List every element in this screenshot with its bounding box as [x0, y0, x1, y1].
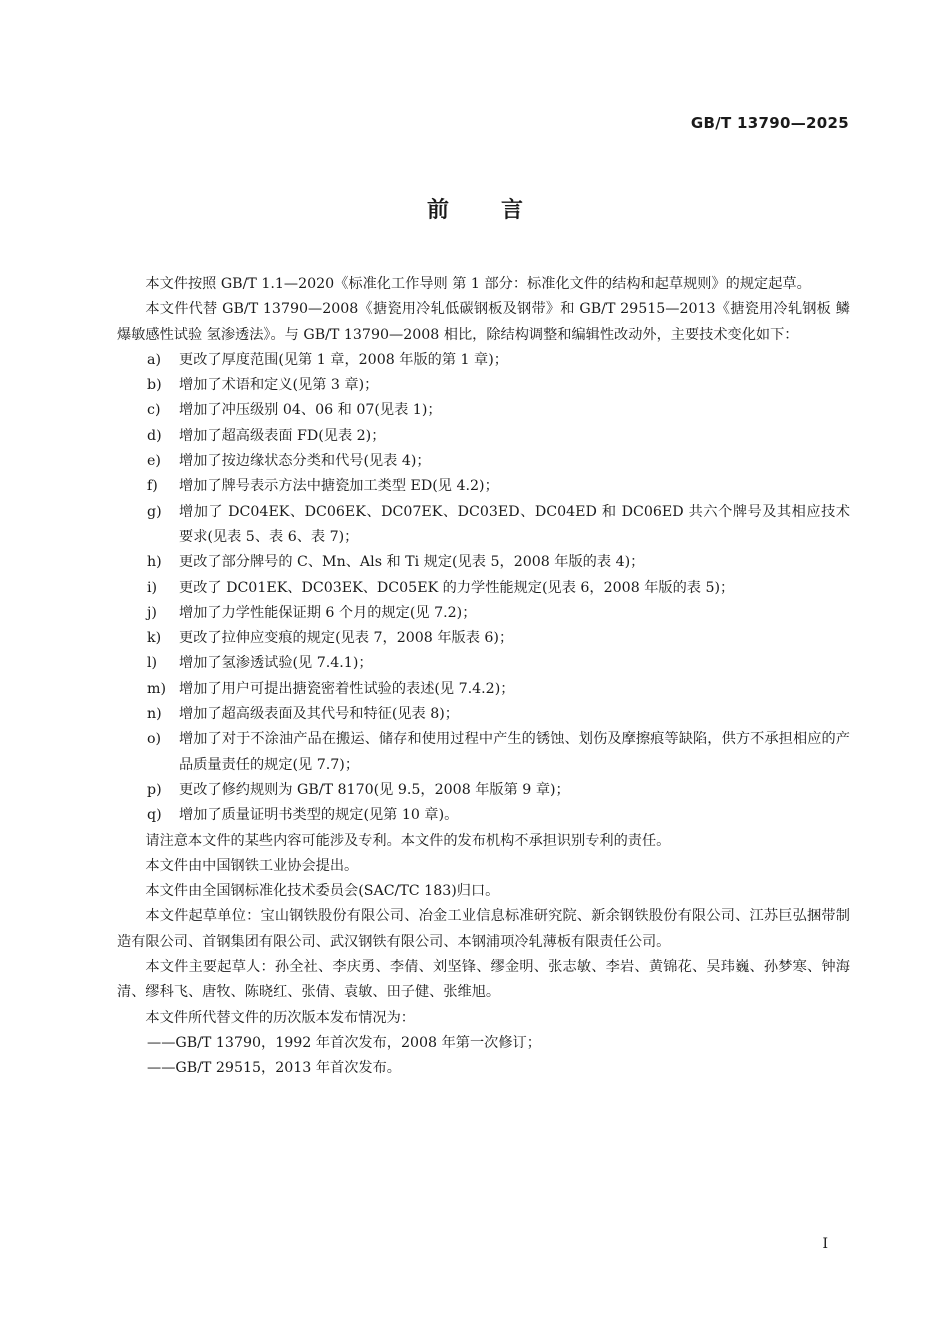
list-item-text: 更改了部分牌号的 C、Mn、Als 和 Ti 规定(见表 5，2008 年版的表 4)； — [179, 554, 645, 571]
list-item-marker: m) — [147, 680, 166, 697]
list-item-marker: g) — [147, 503, 162, 520]
page-title: 前言 — [426, 198, 575, 223]
list-item — [117, 651, 850, 676]
list-item-text: 更改了 DC01EK、DC03EK、DC05EK 的力学性能规定(见表 6，2008 年版的表 5)； — [179, 579, 735, 596]
history-intro-paragraph: 本文件所代替文件的历次版本发布情况为： — [145, 1009, 415, 1026]
list-item — [117, 474, 850, 499]
list-item — [117, 803, 850, 828]
list-item — [117, 576, 850, 601]
list-item-marker: j) — [147, 604, 157, 621]
list-item — [117, 398, 850, 423]
list-item — [117, 626, 850, 651]
list-item-text: 增加了 DC04EK、DC06EK、DC07EK、DC03ED、DC04ED 和 DC06ED 共六个牌号及其相应技术要求(见表 5、表 6、表 7)； — [179, 503, 850, 545]
list-item — [117, 727, 850, 778]
list-item-marker: k) — [147, 630, 162, 647]
list-item-marker: e) — [147, 453, 161, 470]
list-item-marker: d) — [147, 427, 162, 444]
list-item-text: 增加了用户可提出搪瓷密着性试验的表述(见 7.4.2)； — [179, 680, 515, 697]
list-item — [117, 373, 850, 398]
drafting-units-paragraph: 本文件起草单位：宝山钢铁股份有限公司、冶金工业信息标准研究院、新余钢铁股份有限公司、江苏巨弘捆带制造有限公司、首钢集团有限公司、武汉钢铁有限公司、本钢浦项冷轧薄板有限责任公司。 — [117, 908, 850, 950]
list-item-text: 增加了氢渗透试验(见 7.4.1)； — [179, 655, 373, 672]
list-item — [117, 500, 850, 551]
list-item-text: 增加了术语和定义(见第 3 章)； — [179, 377, 379, 394]
list-item-marker: c) — [147, 402, 161, 419]
intro-paragraph-replaces: 本文件代替 GB/T 13790—2008《搪瓷用冷轧低碳钢板及钢带》和 GB/T 29515—2013《搪瓷用冷轧钢板 鳞爆敏感性试验 氢渗透法》。与 GB/T 13790—2008 相比，除结构调整和编辑性改动外，主要技术变化如下： — [117, 301, 850, 343]
list-item-text: 增加了按边缘状态分类和代号(见表 4)； — [179, 453, 431, 470]
list-item-marker: f) — [147, 478, 158, 495]
list-item — [117, 601, 850, 626]
list-item-text: 更改了拉伸应变痕的规定(见表 7，2008 年版表 6)； — [179, 630, 514, 647]
list-item-text: 增加了超高级表面 FD(见表 2)； — [179, 427, 386, 444]
committee-paragraph: 本文件由全国钢标准化技术委员会(SAC/TC 183)归口。 — [145, 883, 500, 900]
list-item — [117, 348, 850, 373]
history-item: ——GB/T 13790，1992 年首次发布，2008 年第一次修订； — [147, 1034, 541, 1051]
list-item — [117, 677, 850, 702]
list-item-text: 更改了修约规则为 GB/T 8170(见 9.5，2008 年版第 9 章)； — [179, 781, 570, 798]
list-item — [117, 424, 850, 449]
list-item-marker: n) — [147, 706, 162, 723]
list-item-text: 增加了质量证明书类型的规定(见第 10 章)。 — [179, 807, 459, 824]
list-item-text: 增加了牌号表示方法中搪瓷加工类型 ED(见 4.2)； — [179, 478, 499, 495]
document-body — [117, 272, 850, 1082]
list-item-text: 增加了力学性能保证期 6 个月的规定(见 7.2)； — [179, 604, 477, 621]
list-item-marker: a) — [147, 351, 161, 368]
list-item — [117, 449, 850, 474]
list-item-text: 增加了冲压级别 04、06 和 07(见表 1)； — [179, 402, 442, 419]
page-number: I — [822, 1236, 828, 1252]
intro-paragraph-drafting: 本文件按照 GB/T 1.1—2020《标准化工作导则 第 1 部分：标准化文件的结构和起草规则》的规定起草。 — [145, 276, 811, 292]
list-item-marker: q) — [147, 807, 162, 824]
proposer-paragraph: 本文件由中国钢铁工业协会提出。 — [145, 857, 359, 874]
drafters-paragraph: 本文件主要起草人：孙全社、李庆勇、李倩、刘坚锋、缪金明、张志敏、李岩、黄锦花、吴玮巍、孙梦寒、钟海清、缪科飞、唐牧、陈晓红、张倩、袁敏、田子健、张维旭。 — [117, 959, 850, 1001]
list-item-marker: p) — [147, 781, 162, 798]
list-item-text: 增加了对于不涂油产品在搬运、储存和使用过程中产生的锈蚀、划伤及摩擦痕等缺陷，供方不承担相应的产品质量责任的规定(见 7.7)； — [179, 731, 850, 773]
list-item-marker: b) — [147, 377, 162, 394]
list-item — [117, 778, 850, 803]
list-item — [117, 702, 850, 727]
list-item — [117, 550, 850, 575]
list-item-marker: l) — [147, 655, 158, 672]
list-item-marker: i) — [147, 579, 158, 596]
list-item-text: 增加了超高级表面及其代号和特征(见表 8)； — [179, 706, 459, 723]
list-item-text: 更改了厚度范围(见第 1 章，2008 年版的第 1 章)； — [179, 351, 508, 368]
technical-changes-list — [117, 348, 850, 829]
list-item-marker: h) — [147, 554, 162, 571]
list-item-marker: o) — [147, 731, 162, 748]
history-item: ——GB/T 29515，2013 年首次发布。 — [147, 1060, 401, 1077]
patent-notice: 请注意本文件的某些内容可能涉及专利。本文件的发布机构不承担识别专利的责任。 — [145, 832, 671, 849]
standard-number: GB/T 13790—2025 — [690, 114, 849, 132]
